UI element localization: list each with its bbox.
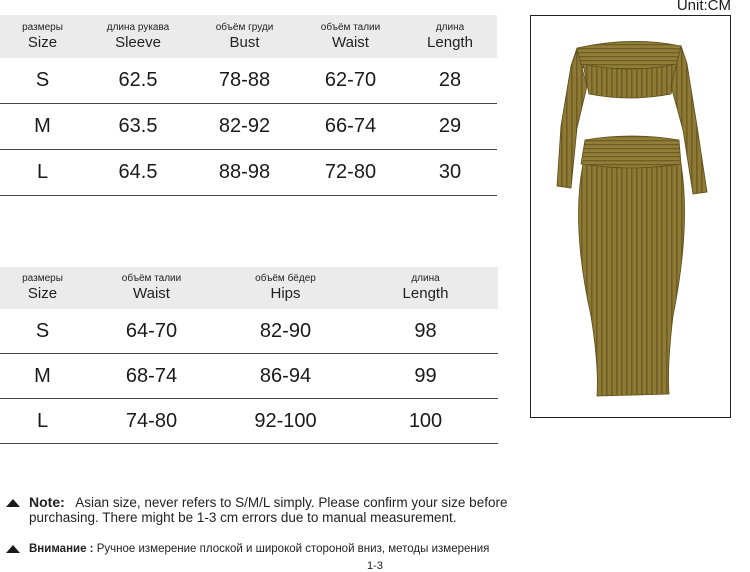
cell-size: S — [0, 309, 85, 354]
bottom-size-table — [0, 267, 498, 444]
header-ru: размеры — [22, 21, 63, 33]
header-size — [0, 267, 85, 309]
cell-hips: 82-90 — [218, 309, 353, 354]
header-ru: длина — [435, 21, 465, 33]
header-length — [353, 267, 498, 309]
cell-waist: 68-74 — [85, 354, 218, 399]
header-sleeve — [85, 15, 191, 58]
product-photo — [530, 15, 731, 418]
warning-triangle-icon — [6, 545, 20, 553]
cell-length: 99 — [353, 354, 498, 399]
header-bust — [191, 15, 298, 58]
cell-bust: 88-98 — [191, 150, 298, 196]
table-row — [0, 399, 498, 444]
skirt-waistband — [581, 136, 681, 168]
header-waist — [298, 15, 403, 58]
knit-two-piece-illustration — [531, 16, 730, 417]
cell-length: 100 — [353, 399, 498, 444]
header-en: Sleeve — [115, 33, 161, 51]
header-en: Length — [402, 285, 449, 302]
header-ru: объём талии — [121, 273, 182, 284]
table-header-row — [0, 15, 497, 58]
header-ru: объём груди — [215, 21, 274, 33]
header-en: Bust — [229, 33, 260, 51]
header-en: Hips — [270, 285, 301, 302]
header-ru: размеры — [22, 273, 63, 284]
header-en: Length — [427, 33, 473, 51]
skirt-body — [579, 164, 685, 396]
note-text: Asian size, never refers to S/M/L simply. Please confirm your size before purchasing. There might be 1-3 cm errors due to manual measurement. — [29, 495, 508, 525]
note-cutoff-text: 1-3 — [367, 560, 383, 572]
cell-waist: 72-80 — [298, 150, 403, 196]
note-english — [6, 495, 516, 525]
top-body — [583, 64, 677, 98]
header-size — [0, 15, 85, 58]
cell-size: M — [0, 354, 85, 399]
header-en: Waist — [133, 285, 170, 302]
cell-sleeve: 63.5 — [85, 104, 191, 150]
cell-waist: 66-74 — [298, 104, 403, 150]
cell-length: 98 — [353, 309, 498, 354]
cell-length: 29 — [403, 104, 497, 150]
cell-size: L — [0, 150, 85, 196]
table-row — [0, 354, 498, 399]
cell-size: S — [0, 58, 85, 104]
table-row — [0, 58, 497, 104]
header-ru: длина — [411, 273, 440, 284]
unit-label: Unit:CM — [676, 0, 731, 14]
cell-hips: 86-94 — [218, 354, 353, 399]
note-label: Внимание : — [29, 543, 94, 555]
top-size-table — [0, 15, 497, 196]
cell-hips: 92-100 — [218, 399, 353, 444]
cell-waist: 64-70 — [85, 309, 218, 354]
cell-sleeve: 64.5 — [85, 150, 191, 196]
header-ru: объём талии — [320, 21, 381, 33]
cell-sleeve: 62.5 — [85, 58, 191, 104]
table-row — [0, 104, 497, 150]
cell-waist: 74-80 — [85, 399, 218, 444]
warning-triangle-icon — [6, 499, 20, 507]
cell-size: L — [0, 399, 85, 444]
table-row — [0, 309, 498, 354]
header-en: Size — [27, 285, 58, 302]
note-text: Ручное измерение плоской и широкой стороной вниз, методы измерения — [96, 543, 490, 555]
header-ru: длина рукава — [106, 21, 170, 33]
cell-bust: 82-92 — [191, 104, 298, 150]
header-en: Waist — [332, 33, 369, 51]
cell-bust: 78-88 — [191, 58, 298, 104]
cell-waist: 62-70 — [298, 58, 403, 104]
cell-size: M — [0, 104, 85, 150]
header-en: Size — [27, 33, 58, 51]
header-waist — [85, 267, 218, 309]
note-label: Note: — [29, 494, 65, 510]
table-header-row — [0, 267, 498, 309]
table-row — [0, 150, 497, 196]
header-length — [403, 15, 497, 58]
cell-length: 28 — [403, 58, 497, 104]
note-russian — [6, 542, 526, 557]
header-hips — [218, 267, 353, 309]
cell-length: 30 — [403, 150, 497, 196]
header-ru: объём бёдер — [255, 273, 316, 284]
